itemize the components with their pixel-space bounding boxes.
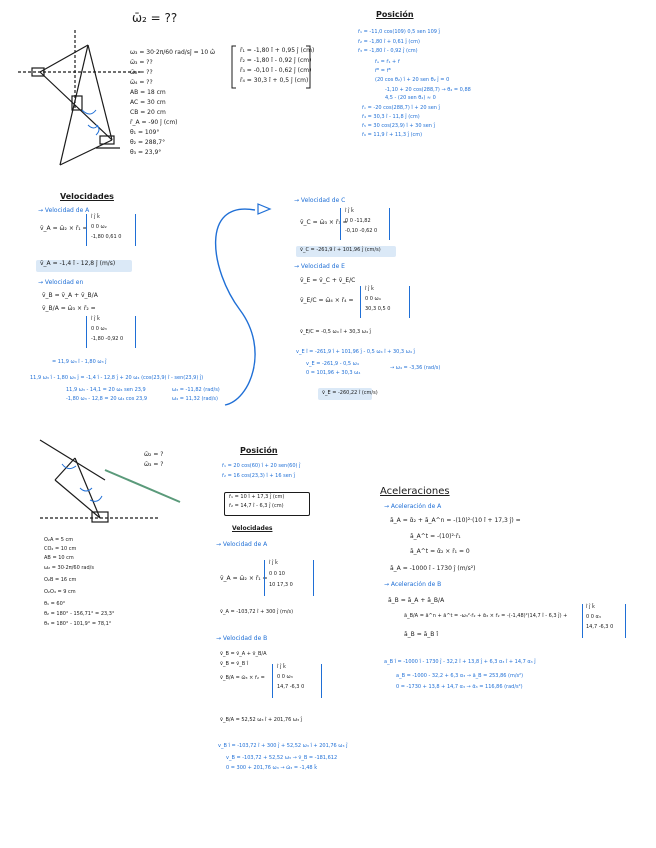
accel-eq-5: ā_B = ā_A + ā_B/A — [388, 597, 445, 604]
pos-line: r̄₆ = 11,9 î + 11,3 ĵ (cm) — [362, 132, 423, 138]
given-line: ω₂ = 30·2π/60 rad/s — [44, 565, 94, 571]
accel-eq-6: ā_B/A = ā^n + ā^t = -ω₃²·r̄₂ + ᾱ₃ × r̄₂ = -(-1,48)²(14,7 î - 6,3 ĵ) + — [404, 613, 568, 619]
accel-eq-2: ā_A^t = -(10)²·r̄₁ — [410, 533, 461, 540]
side-equation: ĵ = 10 ω̂ — [190, 49, 216, 56]
det-row: 10 17,3 0 — [269, 582, 293, 588]
box-line: r̄₁ = -1,80 î + 0,95 ĵ (cm) — [240, 47, 315, 54]
given-line: θ₂ = 288,7° — [130, 139, 166, 146]
given-line: AB = 18 cm — [130, 89, 166, 96]
box-line: r̄₃ = -0,10 î - 0,62 ĵ (cm) — [240, 67, 312, 74]
given-line: O₂B = 16 cm — [44, 577, 77, 583]
bottom-vel-eq-b3: v̄_B/A = ω̄₃ × r̄₂ = — [220, 675, 265, 681]
vel-system-1: 11,9 ω₃ - 14,1 = 20 ω₄ sen 23,9 — [66, 387, 146, 393]
accel-system-2: 0 = -1730 + 13,8 + 14,7 α₃ → ᾱ₃ = 116,86 (rad/s²) — [396, 684, 523, 690]
bottom-vel-result-b: v̄_B/A = 52,52 ω₃ î + 201,76 ω₃ ĵ — [220, 717, 303, 723]
bottom-vel-subheading-a: → Velocidad de A — [216, 541, 268, 548]
box-line: r̄₁ = 10 î + 17,3 ĵ (cm) — [229, 494, 285, 500]
given-line: θ₁ = 109° — [130, 129, 160, 136]
bottom-vel-result-a: v̄_A = -103,72 î + 300 ĵ (m/s) — [220, 609, 294, 615]
bottom-velocities-heading: Velocidades — [232, 525, 273, 532]
accelerations-heading: Aceleraciones — [380, 486, 450, 497]
velocities-heading: Velocidades — [60, 192, 114, 201]
bottom-long-eq: v_B î = -103,72 î + 300 ĵ + 52,52 ω₃ î + 201,76 ω₃ ĵ — [218, 743, 348, 749]
vel-subheading-b: → Velocidad en — [38, 279, 84, 286]
velr-system-1: v_E = -261,9 - 0,5 ω₄ — [306, 361, 359, 367]
vel-det-a — [86, 214, 136, 246]
vel-eq-b1: v̄_B = v̄_A + v̄_B/A — [42, 292, 98, 299]
accel-system-1: a_B = -1000 - 32,2 + 6,3 α₃ → ā_B = 253,86 (m/s²) — [396, 673, 524, 679]
det-row: -0,10 -0,62 0 — [345, 228, 378, 234]
flow-arrow — [216, 209, 255, 405]
det-row: î ĵ k̂ — [91, 316, 100, 322]
given-line: AC = 30 cm — [130, 99, 166, 106]
velr-system-2: 0 = 101,96 + 30,3 ω₄ — [306, 370, 361, 376]
det-row: î ĵ k̂ — [91, 214, 100, 220]
box-line: r̄₄ = 30,3 î + 0,5 ĵ (cm) — [240, 77, 309, 84]
given-line: AB = 10 cm — [44, 555, 74, 561]
box-line: r̄₂ = 14,7 î - 6,3 ĵ (cm) — [229, 503, 284, 509]
det-row: -1,80 0,61 0 — [91, 234, 122, 240]
accel-long-eq: a_B î = -1000 î - 1730 ĵ - 32,2 î + 13,8 ĵ + 6,3 α₃ î + 14,7 α₃ ĵ — [384, 659, 536, 665]
det-row: 0 0 ω₂ — [91, 224, 107, 230]
accel-det — [582, 604, 626, 638]
det-row: 0 0 -11,82 — [345, 218, 371, 224]
bottom-pos-line: r̄₁ = 20 cos(60) î + 20 sen(60) ĵ — [222, 463, 301, 469]
accel-eq-1: ā_A = ᾱ₂ + ā_A^n = -(10)²·(10 î + 17,3 ĵ) = — [390, 517, 521, 524]
vel-subheading-c: → Velocidad de C — [294, 197, 346, 204]
pos-line: 4,5 - (20 sen θ₂) ≈ 0 — [385, 95, 436, 101]
pos-line: r̄ᴮ = r̄ᴮ — [375, 68, 391, 74]
bottom-system-1: v_B = -103,72 + 52,52 ω₃ → v̄_B = -181,612 — [226, 755, 338, 761]
vel-result-b: = 11,9 ω₃ î - 1,80 ω₃ ĵ — [52, 359, 107, 365]
bottom-system-2: 0 = 300 + 201,76 ω₃ → ω̄₃ = -1,48 k̂ — [226, 765, 318, 771]
bottom-position-heading: Posición — [240, 446, 278, 455]
pos-line: r̄₁ = -11,0 cos(109) 0,5 sen 109 ĵ — [358, 29, 440, 35]
velr-long-eq: v_E î = -261,9 î + 101,96 ĵ - 0,5 ω₄ î + 30,3 ω₄ ĵ — [296, 349, 415, 355]
flow-arrow-head — [258, 204, 270, 214]
pos-line: -1,10 + 20 cos(288,7) → θ₂ = 0,88 — [385, 87, 471, 93]
vel-system-res-1: ω₃ = -11,82 (rad/s) — [172, 387, 220, 393]
det-row: î ĵ k̂ — [345, 208, 354, 214]
pos-line: r̄₂ = -1,80 î + 0,61 ĵ (cm) — [358, 39, 420, 45]
vel-subheading-e: → Velocidad de E — [294, 263, 345, 270]
omega-label: ω̄₂ = ? — [144, 451, 164, 458]
given-line: ω̄₂ = ?? — [130, 69, 153, 76]
vel-result-c: v̄_C = -261,9 î + 101,96 ĵ (cm/s) — [300, 247, 381, 253]
bottom-angle-arcs — [62, 464, 102, 501]
pos-line: r̄₅ = 30 cos(23,9) î + 30 sen ĵ — [362, 123, 435, 129]
det-row: î ĵ k̂ — [277, 664, 286, 670]
accel-eq-3: ā_A^t = ᾱ₂ × r̄₁ = 0 — [410, 548, 470, 555]
bottom-position-box — [224, 492, 310, 516]
bottom-pos-line: r̄₂ = 16 cos(23,3) î + 16 sen ĵ — [222, 473, 295, 479]
vel-eq-e1: v̄_E = v̄_C + v̄_E/C — [300, 277, 356, 284]
vel-result-e: v̄_E/C = -0,5 ω₄ î + 30,3 ω₄ ĵ — [300, 329, 371, 335]
vel-subheading-a: → Velocidad de A — [38, 207, 90, 214]
given-line: CB = 20 cm — [130, 109, 166, 116]
vel-det-e — [360, 286, 410, 318]
pos-line: r̄ₐ = r̄₁ + r̄ — [375, 59, 400, 65]
accel-eq-4: ā_A = -1000 î - 1730 ĵ (m/s²) — [390, 565, 476, 572]
given-line: O₂O₄ = 9 cm — [44, 589, 76, 595]
given-line: θ₂ = 180° - 156,71° = 23,3° — [44, 611, 115, 617]
det-row: 0 0 ω₃ — [91, 326, 107, 332]
given-line: ω̄₄ = ?? — [130, 79, 153, 86]
box-line: r̄₂ = -1,80 î - 0,92 ĵ (cm) — [240, 57, 312, 64]
bottom-vel-eq-b2: v̄_B = v̄_B î — [220, 661, 249, 667]
vel-eq-e2: v̄_E/C = ω̄₄ × r̄₄ = — [300, 297, 354, 304]
vel-det-b — [86, 316, 136, 348]
bottom-vel-eq-a: v̄_A = ω̄₂ × r̄₁ = — [220, 575, 268, 582]
vel-eq-a: v̄_A = ω̄₂ × r̄₁ = — [40, 225, 88, 232]
vel-eq-c: v̄_C = ω̄₃ × r̄₃ = — [300, 219, 348, 226]
vel-system-2: -1,80 ω₃ - 12,8 = 20 ω₄ cos 23,9 — [66, 396, 148, 402]
pos-line: r̄₃ = -1,80 î - 0,92 ĵ (cm) — [358, 48, 418, 54]
det-row: 0 0 ω₃ — [277, 674, 293, 680]
pos-line: r̄ₙ = -20 cos(288,7) î + 20 sen ĵ — [362, 105, 440, 111]
det-row: 0 0 10 — [269, 571, 285, 577]
vel-eq-b2: v̄_B/A = ω̄₃ × r̄₂ = — [42, 305, 96, 312]
given-line: θ₃ = 180° - 101,9° = 78,1° — [44, 621, 112, 627]
vel-det-c — [340, 208, 390, 240]
bottom-vel-det-a — [264, 560, 314, 596]
accel-subheading-a: → Aceleración de A — [384, 503, 442, 510]
det-row: 30,3 0,5 0 — [365, 306, 391, 312]
det-row: î ĵ k̂ — [586, 604, 595, 610]
top-title: ω̄₂ = ?? — [132, 11, 178, 25]
top-linkage-sketch — [18, 30, 140, 165]
det-row: -1,80 -0,92 0 — [91, 336, 124, 342]
velr-final: v̄_E = -260,22 î (cm/s) — [322, 390, 378, 396]
bottom-vel-subheading-b: → Velocidad de B — [216, 635, 268, 642]
accel-subheading-b: → Aceleración de B — [384, 581, 442, 588]
omega-label: ω̄₃ = ? — [144, 461, 164, 468]
given-line: θ₃ = 23,9° — [130, 149, 162, 156]
det-row: 14,7 -6,3 0 — [277, 684, 305, 690]
given-line: θ₁ = 60° — [44, 601, 66, 607]
velr-system-res: → ω₄ = -3,36 (rad/s) — [390, 365, 441, 371]
bottom-arm — [105, 470, 180, 502]
det-row: 0 0 α₃ — [586, 614, 601, 620]
position-heading: Posición — [376, 10, 414, 19]
given-line: ω₃ = 30·2π/60 rad/s — [130, 49, 190, 56]
det-row: î ĵ k̂ — [269, 560, 278, 566]
given-line: O₂A = 5 cm — [44, 537, 74, 543]
vel-long-eq: 11,9 ω₃ î - 1,80 ω₃ ĵ = -1,4 î - 12,8 ĵ + 20 ω₄ (cos(23,9) î - sen(23,9) ĵ) — [30, 375, 204, 381]
bottom-vel-det-b — [272, 664, 322, 698]
bottom-linkage-sketch — [40, 440, 160, 522]
pos-line: r̄₄ = 30,3 î - 11,8 ĵ (cm) — [362, 114, 420, 120]
bottom-vel-eq-b1: v̄_B = v̄_A + v̄_B/A — [220, 651, 267, 657]
pos-line: (20 cos θ₂) î + 20 sen θ₂ ĵ = 0 — [375, 77, 450, 83]
det-row: î ĵ k̂ — [365, 286, 374, 292]
det-row: 0 0 ω₄ — [365, 296, 381, 302]
given-line: CO₂ = 10 cm — [44, 546, 77, 552]
vel-system-res-2: ω₄ = 11,32 (rad/s) — [172, 396, 218, 402]
box-bracket-left — [232, 46, 236, 88]
det-row: 14,7 -6,3 0 — [586, 624, 614, 630]
given-line: ω̄₃ = ?? — [130, 59, 153, 66]
accel-eq-7: ā_B = ā_B î — [404, 631, 439, 638]
vel-result-a: v̄_A = -1,4 î - 12,8 ĵ (m/s) — [40, 260, 116, 267]
given-line: r̄_A = -90 ĵ (cm) — [130, 119, 178, 126]
